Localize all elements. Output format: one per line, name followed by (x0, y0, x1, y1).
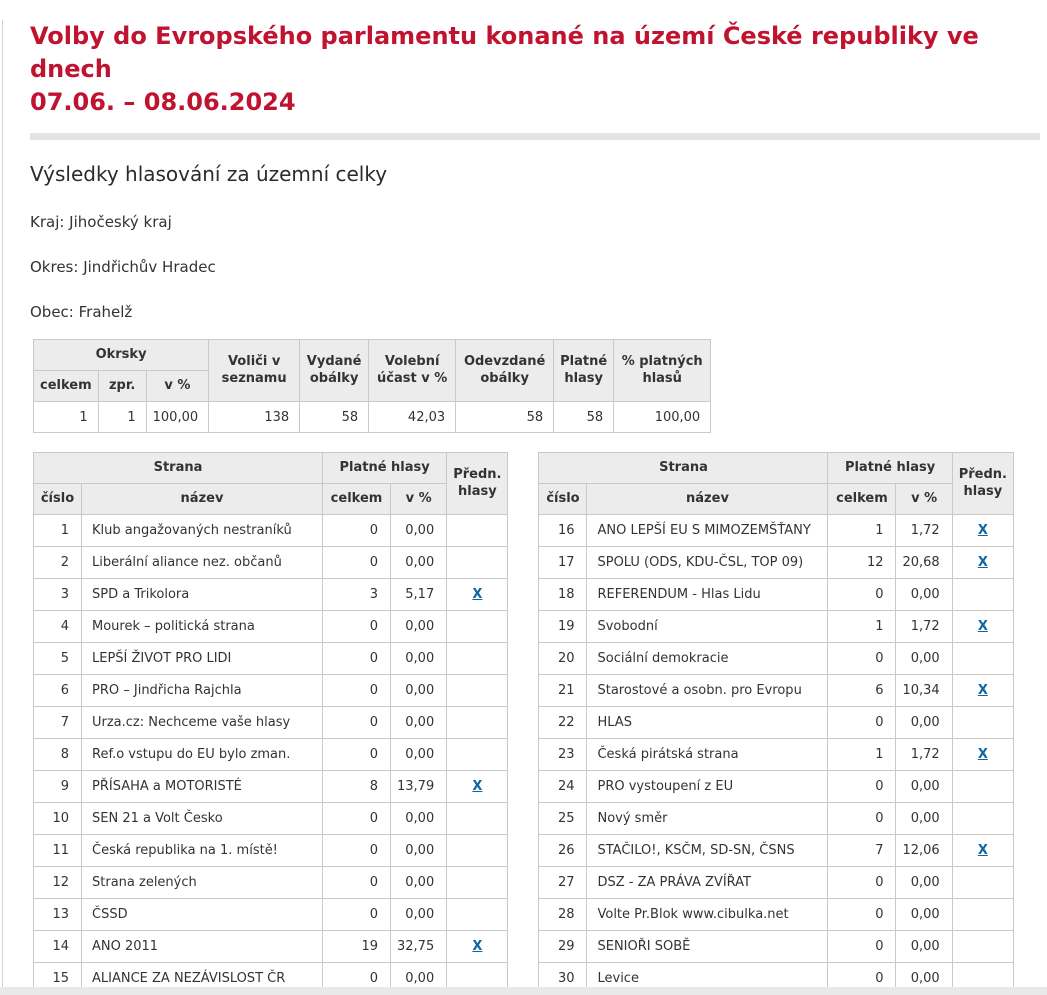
party-name-cell: Svobodní (587, 611, 828, 643)
header-v-pct: v % (391, 484, 447, 515)
party-number-cell: 24 (539, 771, 587, 803)
header-strana: Strana (34, 453, 323, 484)
party-number-cell: 12 (34, 867, 82, 899)
party-name-cell: Sociální demokracie (587, 643, 828, 675)
party-row (539, 707, 1013, 739)
party-name-cell: PŘÍSAHA a MOTORISTÉ (82, 771, 323, 803)
party-number-cell: 14 (34, 931, 82, 963)
party-number-cell: 18 (539, 579, 587, 611)
votes-pct-cell: 0,00 (391, 707, 447, 739)
party-name-cell: HLAS (587, 707, 828, 739)
votes-total-cell: 0 (323, 835, 391, 867)
party-row (539, 675, 1013, 707)
votes-total-cell: 1 (828, 611, 896, 643)
votes-pct-cell: 0,00 (391, 675, 447, 707)
party-name-cell: Klub angažovaných nestraníků (82, 515, 323, 547)
votes-pct-cell: 5,17 (391, 579, 447, 611)
party-row (539, 611, 1013, 643)
party-number-cell: 9 (34, 771, 82, 803)
votes-total-cell: 3 (323, 579, 391, 611)
party-name-cell: Urza.cz: Nechceme vaše hlasy (82, 707, 323, 739)
party-number-cell: 20 (539, 643, 587, 675)
section-heading: Výsledky hlasování za územní celky (30, 162, 388, 186)
horizontal-scrollbar-strip[interactable] (0, 987, 1047, 995)
party-name-cell: LEPŠÍ ŽIVOT PRO LIDI (82, 643, 323, 675)
party-name-cell: PRO vystoupení z EU (587, 771, 828, 803)
votes-total-cell: 1 (828, 515, 896, 547)
party-name-cell: PRO – Jindřicha Rajchla (82, 675, 323, 707)
votes-pct-cell: 0,00 (896, 771, 952, 803)
votes-total-cell: 0 (323, 899, 391, 931)
party-row (539, 579, 1013, 611)
votes-total-cell: 0 (323, 643, 391, 675)
party-row (34, 867, 508, 899)
party-row (34, 675, 508, 707)
party-number-cell: 22 (539, 707, 587, 739)
votes-total-cell: 1 (828, 739, 896, 771)
party-row (539, 515, 1013, 547)
pref-votes-cell (952, 515, 1013, 547)
pref-votes-cell (447, 547, 508, 579)
header-predn-hlasy: Předn. hlasy (447, 453, 508, 515)
party-row (539, 739, 1013, 771)
party-name-cell: ANO 2011 (82, 931, 323, 963)
party-row (539, 899, 1013, 931)
party-number-cell: 25 (539, 803, 587, 835)
header-nazev: název (587, 484, 828, 515)
party-number-cell: 11 (34, 835, 82, 867)
party-name-cell: ČSSD (82, 899, 323, 931)
pref-votes-cell (952, 611, 1013, 643)
party-name-cell: Strana zelených (82, 867, 323, 899)
header-vydane-obalky: Vydané obálky (300, 340, 369, 402)
votes-pct-cell: 0,00 (391, 643, 447, 675)
header-volebni-ucast: Volební účast v % (369, 340, 456, 402)
votes-total-cell: 6 (828, 675, 896, 707)
votes-total-cell: 0 (828, 643, 896, 675)
votes-pct-cell: 0,00 (896, 899, 952, 931)
votes-pct-cell: 10,34 (896, 675, 952, 707)
pref-votes-cell (447, 739, 508, 771)
party-row (539, 835, 1013, 867)
pref-votes-cell (447, 643, 508, 675)
volebni-ucast-value: 42,03 (369, 402, 456, 433)
party-row (34, 643, 508, 675)
votes-total-cell: 7 (828, 835, 896, 867)
party-name-cell: ALIANCE ZA NEZÁVISLOST ČR (82, 963, 323, 995)
party-row (539, 771, 1013, 803)
votes-total-cell: 0 (323, 547, 391, 579)
pref-votes-cell (952, 803, 1013, 835)
votes-pct-cell: 0,00 (896, 963, 952, 995)
party-number-cell: 23 (539, 739, 587, 771)
votes-total-cell: 0 (828, 803, 896, 835)
party-number-cell: 10 (34, 803, 82, 835)
votes-pct-cell: 0,00 (391, 803, 447, 835)
party-row (34, 611, 508, 643)
votes-pct-cell: 20,68 (896, 547, 952, 579)
party-table-left (33, 452, 508, 995)
pref-votes-cell (447, 579, 508, 611)
header-platne-hlasy: Platné hlasy (323, 453, 447, 484)
header-okrsky-zpr: zpr. (98, 371, 146, 402)
party-number-cell: 1 (34, 515, 82, 547)
party-row (539, 643, 1013, 675)
header-okrsky-v-pct: v % (146, 371, 209, 402)
header-celkem: celkem (323, 484, 391, 515)
header-nazev: název (82, 484, 323, 515)
party-row (34, 547, 508, 579)
party-row (34, 931, 508, 963)
party-row (34, 803, 508, 835)
party-number-cell: 15 (34, 963, 82, 995)
okrsky-celkem-value: 1 (34, 402, 99, 433)
votes-total-cell: 19 (323, 931, 391, 963)
vydane-obalky-value: 58 (300, 402, 369, 433)
votes-pct-cell: 0,00 (391, 835, 447, 867)
votes-total-cell: 0 (323, 867, 391, 899)
votes-total-cell: 0 (323, 707, 391, 739)
pref-votes-cell (952, 867, 1013, 899)
pref-votes-cell (952, 675, 1013, 707)
party-number-cell: 4 (34, 611, 82, 643)
party-number-cell: 5 (34, 643, 82, 675)
votes-pct-cell: 1,72 (896, 611, 952, 643)
party-row (34, 835, 508, 867)
party-row (539, 931, 1013, 963)
votes-pct-cell: 0,00 (391, 515, 447, 547)
votes-pct-cell: 0,00 (391, 899, 447, 931)
header-celkem: celkem (828, 484, 896, 515)
pref-votes-cell (447, 611, 508, 643)
votes-total-cell: 0 (828, 931, 896, 963)
page-title (30, 20, 1011, 119)
votes-pct-cell: 0,00 (896, 579, 952, 611)
summary-row (34, 402, 711, 433)
header-okrsky-celkem: celkem (34, 371, 99, 402)
header-cislo: číslo (34, 484, 82, 515)
party-row (539, 803, 1013, 835)
header-okrsky: Okrsky (34, 340, 209, 371)
party-name-cell: DSZ - ZA PRÁVA ZVÍŘAT (587, 867, 828, 899)
pref-votes-link[interactable]: X (472, 779, 483, 794)
pref-votes-link[interactable]: X (472, 939, 483, 954)
summary-table (33, 339, 711, 433)
party-row (34, 707, 508, 739)
votes-pct-cell: 32,75 (391, 931, 447, 963)
votes-pct-cell: 0,00 (896, 867, 952, 899)
votes-pct-cell: 0,00 (391, 611, 447, 643)
party-name-cell: SPOLU (ODS, KDU-ČSL, TOP 09) (587, 547, 828, 579)
votes-pct-cell: 0,00 (896, 803, 952, 835)
pref-votes-cell (447, 515, 508, 547)
pct-platnych-hlasu-value: 100,00 (614, 402, 711, 433)
left-border-line (2, 20, 3, 995)
pref-votes-cell (447, 931, 508, 963)
votes-total-cell: 0 (323, 611, 391, 643)
votes-pct-cell: 13,79 (391, 771, 447, 803)
pref-votes-cell (447, 835, 508, 867)
party-table-right (538, 452, 1013, 995)
pref-votes-link[interactable]: X (472, 587, 483, 602)
party-row (34, 899, 508, 931)
votes-total-cell: 0 (828, 707, 896, 739)
party-name-cell: Volte Pr.Blok www.cibulka.net (587, 899, 828, 931)
pref-votes-cell (447, 771, 508, 803)
votes-total-cell: 0 (323, 963, 391, 995)
party-number-cell: 8 (34, 739, 82, 771)
volici-v-seznamu-value: 138 (209, 402, 300, 433)
votes-pct-cell: 0,00 (391, 739, 447, 771)
votes-total-cell: 0 (323, 675, 391, 707)
party-name-cell: Nový směr (587, 803, 828, 835)
header-predn-hlasy: Předn. hlasy (952, 453, 1013, 515)
okres-line: Okres: Jindřichův Hradec (30, 258, 216, 276)
pref-votes-cell (952, 771, 1013, 803)
votes-total-cell: 12 (828, 547, 896, 579)
pref-votes-link[interactable]: X (977, 843, 988, 858)
pref-votes-link[interactable]: X (977, 555, 988, 570)
votes-total-cell: 0 (828, 579, 896, 611)
party-number-cell: 6 (34, 675, 82, 707)
party-number-cell: 29 (539, 931, 587, 963)
obec-line: Obec: Frahelž (30, 303, 133, 321)
party-number-cell: 17 (539, 547, 587, 579)
votes-total-cell: 0 (828, 963, 896, 995)
okrsky-zpr-value: 1 (98, 402, 146, 433)
party-number-cell: 19 (539, 611, 587, 643)
votes-pct-cell: 0,00 (391, 547, 447, 579)
party-row (34, 771, 508, 803)
votes-total-cell: 8 (323, 771, 391, 803)
pref-votes-cell (447, 675, 508, 707)
party-name-cell: SEN 21 a Volt Česko (82, 803, 323, 835)
party-number-cell: 2 (34, 547, 82, 579)
okrsky-v-pct-value: 100,00 (146, 402, 209, 433)
pref-votes-link[interactable]: X (977, 523, 988, 538)
pref-votes-cell (952, 547, 1013, 579)
pref-votes-cell (447, 867, 508, 899)
party-number-cell: 3 (34, 579, 82, 611)
party-name-cell: Levice (587, 963, 828, 995)
party-number-cell: 30 (539, 963, 587, 995)
votes-total-cell: 0 (323, 515, 391, 547)
platne-hlasy-value: 58 (554, 402, 614, 433)
party-row (34, 515, 508, 547)
odevzdane-obalky-value: 58 (456, 402, 554, 433)
pref-votes-cell (447, 707, 508, 739)
pref-votes-cell (952, 899, 1013, 931)
votes-total-cell: 0 (828, 899, 896, 931)
party-number-cell: 16 (539, 515, 587, 547)
party-name-cell: Česká pirátská strana (587, 739, 828, 771)
header-platne-hlasy: Platné hlasy (554, 340, 614, 402)
header-strana: Strana (539, 453, 828, 484)
party-number-cell: 21 (539, 675, 587, 707)
votes-total-cell: 0 (828, 867, 896, 899)
party-name-cell: SPD a Trikolora (82, 579, 323, 611)
party-name-cell: Liberální aliance nez. občanů (82, 547, 323, 579)
votes-pct-cell: 12,06 (896, 835, 952, 867)
votes-total-cell: 0 (828, 771, 896, 803)
votes-pct-cell: 0,00 (896, 643, 952, 675)
votes-pct-cell: 0,00 (896, 707, 952, 739)
pref-votes-cell (952, 739, 1013, 771)
party-name-cell: Ref.o vstupu do EU bylo zman. (82, 739, 323, 771)
party-name-cell: REFERENDUM - Hlas Lidu (587, 579, 828, 611)
party-name-cell: Česká republika na 1. místě! (82, 835, 323, 867)
pref-votes-cell (952, 931, 1013, 963)
page-title-line1: Volby do Evropského parlamentu konané na území České republiky ve dnech (30, 22, 979, 83)
party-row (539, 867, 1013, 899)
pref-votes-link[interactable]: X (977, 747, 988, 762)
pref-votes-cell (952, 643, 1013, 675)
votes-pct-cell: 0,00 (391, 867, 447, 899)
pref-votes-cell (952, 707, 1013, 739)
party-name-cell: STAČILO!, KSČM, SD-SN, ČSNS (587, 835, 828, 867)
party-number-cell: 28 (539, 899, 587, 931)
pref-votes-cell (447, 803, 508, 835)
party-row (34, 739, 508, 771)
votes-pct-cell: 0,00 (896, 931, 952, 963)
party-tables-row (33, 452, 1047, 995)
kraj-line: Kraj: Jihočeský kraj (30, 213, 172, 231)
pref-votes-link[interactable]: X (977, 683, 988, 698)
party-row (539, 547, 1013, 579)
votes-total-cell: 0 (323, 739, 391, 771)
header-platne-hlasy: Platné hlasy (828, 453, 952, 484)
party-number-cell: 27 (539, 867, 587, 899)
votes-pct-cell: 1,72 (896, 515, 952, 547)
header-pct-platnych-hlasu: % platných hlasů (614, 340, 711, 402)
header-v-pct: v % (896, 484, 952, 515)
header-odevzdane-obalky: Odevzdané obálky (456, 340, 554, 402)
votes-pct-cell: 1,72 (896, 739, 952, 771)
party-number-cell: 26 (539, 835, 587, 867)
title-divider (30, 133, 1040, 140)
party-number-cell: 7 (34, 707, 82, 739)
header-volici-v-seznamu: Voliči v seznamu (209, 340, 300, 402)
party-name-cell: SENIOŘI SOBĚ (587, 931, 828, 963)
header-cislo: číslo (539, 484, 587, 515)
pref-votes-cell (952, 579, 1013, 611)
votes-total-cell: 0 (323, 803, 391, 835)
votes-pct-cell: 0,00 (391, 963, 447, 995)
pref-votes-cell (447, 899, 508, 931)
party-name-cell: ANO LEPŠÍ EU S MIMOZEMŠŤANY (587, 515, 828, 547)
pref-votes-link[interactable]: X (977, 619, 988, 634)
pref-votes-cell (952, 835, 1013, 867)
party-number-cell: 13 (34, 899, 82, 931)
page-title-line2: 07.06. – 08.06.2024 (30, 88, 296, 116)
party-name-cell: Mourek – politická strana (82, 611, 323, 643)
party-name-cell: Starostové a osobn. pro Evropu (587, 675, 828, 707)
party-row (34, 579, 508, 611)
